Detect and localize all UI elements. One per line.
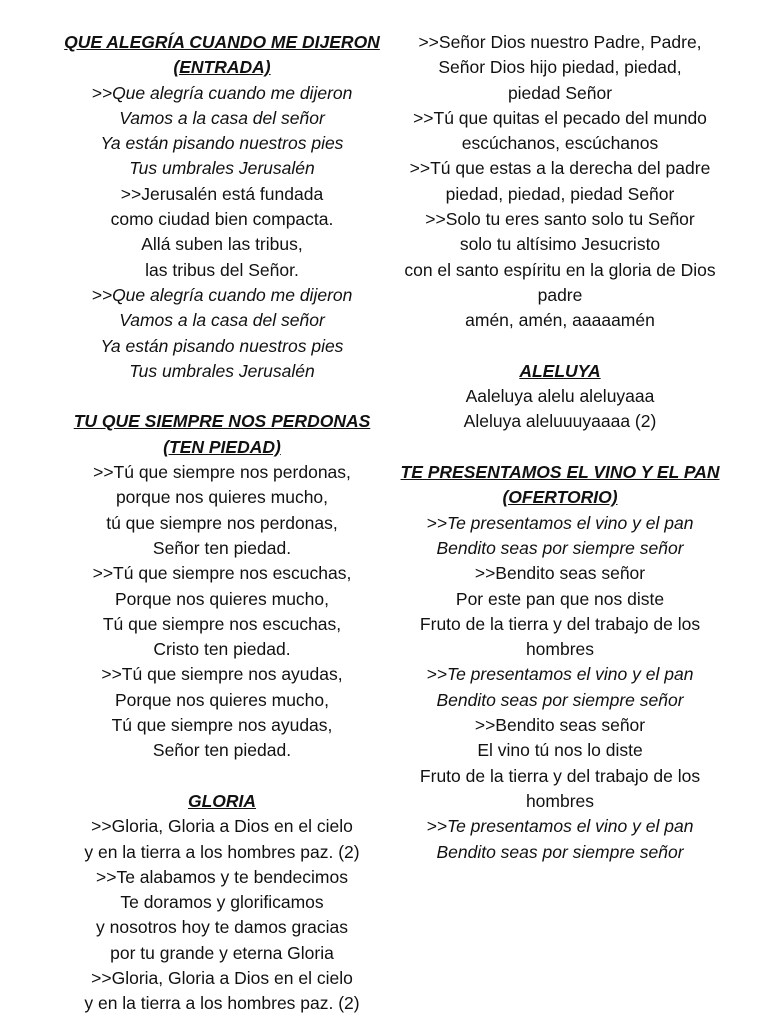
lyric-line: tú que siempre nos perdonas, — [106, 512, 338, 533]
lyric-line: Porque nos quieres mucho, — [114, 588, 330, 609]
right-column — [398, 30, 722, 865]
section-spacer — [398, 334, 722, 359]
entrada-subtitle: (ENTRADA) — [173, 57, 271, 78]
lyric-line: Bendito seas por siempre señor — [436, 841, 684, 862]
lyric-line: Tú que siempre nos ayudas, — [111, 715, 333, 736]
ofertorio-title: TE PRESENTAMOS EL VINO Y EL PAN — [400, 462, 720, 483]
gloria-title: GLORIA — [187, 790, 257, 811]
lyric-line: >>Tú que quitas el pecado del mundo — [413, 107, 707, 128]
lyric-line: Vamos a la casa del señor — [119, 310, 325, 331]
lyric-line: >>Que alegría cuando me dijeron — [91, 82, 353, 103]
lyric-line: Ya están pisando nuestros pies — [100, 335, 344, 356]
lyric-line: Señor ten piedad. — [152, 537, 292, 558]
lyric-line: >>Solo tu eres santo solo tu Señor — [425, 209, 695, 230]
lyric-line: Ya están pisando nuestros pies — [100, 133, 344, 154]
aleluya-title: ALELUYA — [519, 360, 601, 381]
ten-piedad-subtitle: (TEN PIEDAD) — [163, 436, 281, 457]
lyric-line: como ciudad bien compacta. — [110, 209, 334, 230]
lyric-line: >>Bendito seas señor — [474, 563, 646, 584]
lyric-line: y en la tierra a los hombres paz. (2) — [84, 841, 360, 862]
lyric-line: Bendito seas por siempre señor — [436, 537, 684, 558]
lyric-line: solo tu altísimo Jesucristo — [459, 234, 661, 255]
ten-piedad-title: TU QUE SIEMPRE NOS PERDONAS — [73, 411, 371, 432]
lyric-line: Tus umbrales Jerusalén — [129, 158, 315, 179]
lyric-line: Porque nos quieres mucho, — [114, 689, 330, 710]
lyric-line: Allá suben las tribus, — [141, 234, 303, 255]
section-spacer — [62, 764, 382, 789]
lyric-line: y nosotros hoy te damos gracias — [96, 917, 348, 938]
lyric-line: las tribus del Señor. — [145, 259, 299, 280]
section-spacer — [398, 435, 722, 460]
lyric-line: >>Jerusalén está fundada — [120, 183, 324, 204]
lyric-line: con el santo espíritu en la gloria de Dios padre — [404, 259, 716, 305]
lyric-line: piedad Señor — [507, 82, 613, 103]
lyric-line: escúchanos, escúchanos — [461, 133, 659, 154]
lyric-line: Aleluya aleluuuyaaaa (2) — [463, 411, 657, 432]
lyric-line: Fruto de la tierra y del trabajo de los hombres — [419, 765, 701, 811]
lyric-line: piedad, piedad, piedad Señor — [445, 183, 675, 204]
lyric-line: y en la tierra a los hombres paz. (2) — [84, 993, 360, 1014]
lyric-line: Cristo ten piedad. — [153, 639, 291, 660]
entrada-title: QUE ALEGRÍA CUANDO ME DIJERON — [64, 32, 380, 52]
lyric-line: Fruto de la tierra y del trabajo de los hombres — [419, 613, 701, 660]
lyric-line: Aaleluya alelu aleluyaaa — [465, 386, 655, 407]
lyric-line: Vamos a la casa del señor — [119, 107, 325, 128]
lyric-line: >>Gloria, Gloria a Dios en el cielo — [91, 967, 353, 988]
lyric-line: >>Tú que siempre nos escuchas, — [92, 563, 352, 584]
lyric-line: >>Tú que siempre nos ayudas, — [101, 664, 343, 685]
lyric-line: Por este pan que nos diste — [455, 588, 665, 609]
lyric-line: >>Tú que estas a la derecha del padre — [409, 158, 711, 179]
lyric-line: >>Te alabamos y te bendecimos — [96, 866, 348, 887]
lyric-line: >>Te presentamos el vino y el pan — [426, 816, 694, 837]
lyric-line: >>Te presentamos el vino y el pan — [426, 664, 694, 685]
left-column — [62, 30, 382, 1017]
lyric-line: Tus umbrales Jerusalén — [129, 360, 315, 381]
lyric-line: por tu grande y eterna Gloria — [110, 942, 334, 963]
lyric-line: Tú que siempre nos escuchas, — [102, 613, 342, 634]
lyric-line: >>Que alegría cuando me dijeron — [91, 284, 353, 305]
lyric-line: amén, amén, aaaaamén — [465, 310, 655, 331]
lyric-line: >>Señor Dios nuestro Padre, Padre, — [418, 32, 702, 52]
lyric-line: >>Te presentamos el vino y el pan — [426, 512, 694, 533]
lyric-line: Bendito seas por siempre señor — [436, 689, 684, 710]
lyric-line: >>Tú que siempre nos perdonas, — [93, 462, 351, 483]
lyric-line: El vino tú nos lo diste — [477, 740, 643, 761]
lyric-line: >>Bendito seas señor — [474, 715, 646, 736]
lyric-line: >>Gloria, Gloria a Dios en el cielo — [91, 816, 353, 837]
lyric-line: Señor ten piedad. — [152, 740, 292, 761]
lyric-line: Te doramos y glorificamos — [120, 892, 324, 913]
section-spacer — [62, 384, 382, 409]
ofertorio-subtitle: (OFERTORIO) — [502, 487, 618, 508]
lyric-line: Señor Dios hijo piedad, piedad, — [438, 57, 682, 78]
lyric-line: porque nos quieres mucho, — [115, 487, 329, 508]
